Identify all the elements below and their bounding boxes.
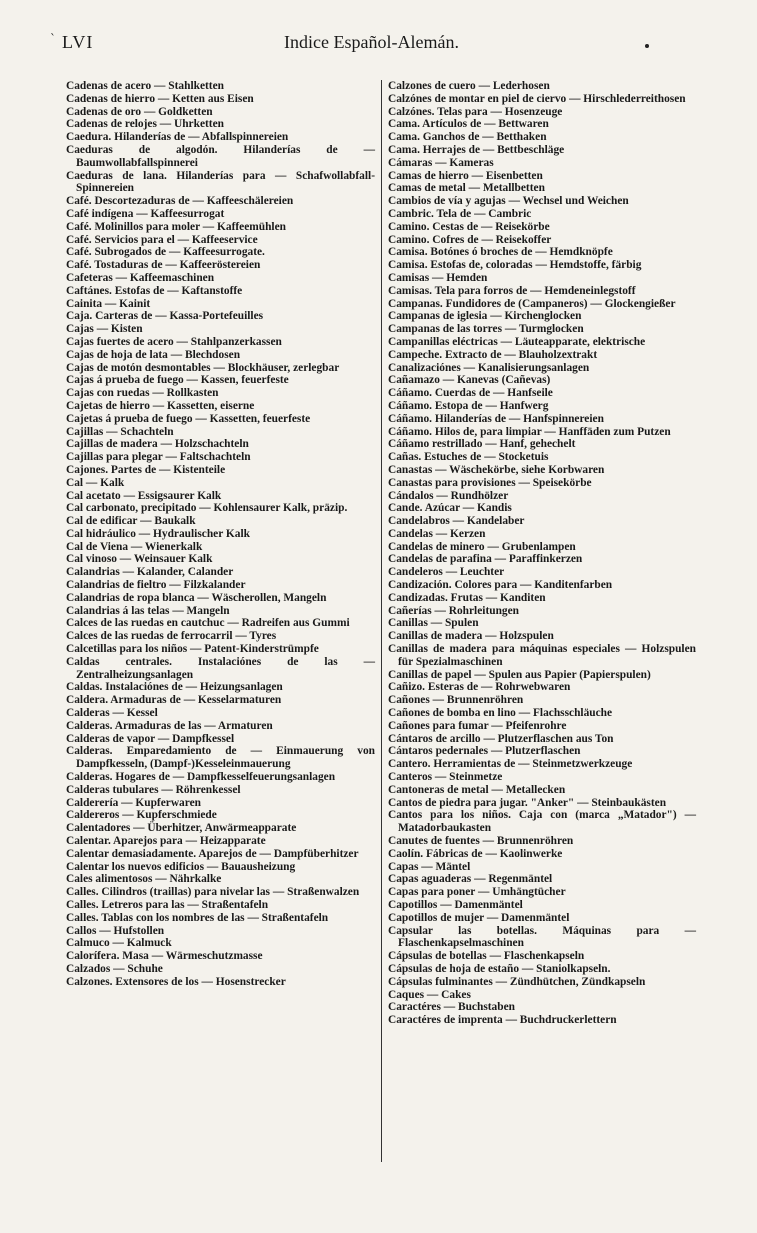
index-entry: Café. Servicios para el — Kaffeeservice [66, 233, 258, 246]
index-entry: Caeduras de algodón. Hilanderías de — Baumwollabfallspinnerei [66, 143, 375, 169]
dot-mark-icon [645, 44, 649, 48]
index-entry: Capas aguaderas — Regenmäntel [388, 873, 553, 886]
index-entry: Cañones — Brunnenröhren [388, 694, 524, 707]
index-entry: Candelas de minero — Grubenlampen [388, 540, 576, 553]
index-entry: Cales alimentosos — Nährkalke [66, 873, 222, 886]
index-entry: Cajas á prueba de fuego — Kassen, feuerfeste [66, 374, 289, 387]
index-entry: Caja. Carteras de — Kassa-Portefeuilles [66, 310, 264, 323]
index-entry: Calentar. Aparejos para — Heizapparate [66, 835, 266, 848]
index-entry: Cápsulas fulminantes — Zündhütchen, Zündkapseln [388, 975, 646, 988]
index-entry: Calderas tubulares — Röhrenkessel [66, 783, 241, 796]
right-column [388, 80, 696, 1027]
index-entry: Calentadores — Überhitzer, Anwärmeapparate [66, 822, 297, 835]
index-entry: Cañas. Estuches de — Stocketuis [388, 451, 549, 464]
index-entry: Callos — Hufstollen [66, 924, 165, 937]
index-entry: Cama. Herrajes de — Bettbeschläge [388, 143, 565, 156]
index-entry: Candelas — Kerzen [388, 527, 486, 540]
index-entry: Calandrias de ropa blanca — Wäscherollen, Mangeln [66, 591, 327, 604]
index-entry: Campanas de las torres — Turmglocken [388, 323, 584, 336]
page-header [0, 32, 757, 56]
index-entry: Cal carbonato, precipitado — Kohlensaurer Kalk, präzip. [66, 502, 348, 515]
index-entry: Caftánes. Estofas de — Kaftanstoffe [66, 284, 243, 297]
index-entry: Cande. Azúcar — Kandis [388, 502, 512, 515]
index-entry: Cajillas de madera — Holzschachteln [66, 438, 249, 451]
index-entry: Cándalos — Rundhölzer [388, 489, 509, 502]
index-entry: Campanas. Fundidores de (Campaneros) — Glockengießer [388, 297, 676, 310]
index-entry: Campanillas eléctricas — Läuteapparate, elektrische [388, 335, 646, 348]
index-entry: Cajetas á prueba de fuego — Kassetten, feuerfeste [66, 412, 311, 425]
page-number: LVI [62, 32, 94, 52]
index-entry: Cadenas de oro — Goldketten [66, 105, 213, 118]
index-entry: Cañizo. Esteras de — Rohrwebwaren [388, 681, 571, 694]
index-entry: Camisas — Hemden [388, 271, 488, 284]
index-entry: Cama. Artículos de — Bettwaren [388, 118, 549, 131]
index-entry: Calorífera. Masa — Wärmeschutzmasse [66, 950, 263, 963]
index-entry: Camino. Cestas de — Reisekörbe [388, 220, 550, 233]
index-entry: Calzados — Schuhe [66, 962, 163, 975]
index-entry: Camisa. Botónes ó broches de — Hemdknöpfe [388, 246, 613, 259]
index-entry: Cafeteras — Kaffeemaschinen [66, 271, 215, 284]
index-entry: Camino. Cofres de — Reisekoffer [388, 233, 552, 246]
index-entry: Canillas de papel — Spulen aus Papier (Papierspulen) [388, 668, 651, 681]
index-entry: Caldereros — Kupferschmiede [66, 809, 217, 822]
index-entry: Canastas para provisiones — Speisekörbe [388, 476, 592, 489]
index-entry: Campanas de iglesia — Kirchenglocken [388, 310, 582, 323]
index-entry: Caractéres — Buchstaben [388, 1001, 515, 1014]
index-entry: Cambric. Tela de — Cambric [388, 207, 532, 220]
index-entry: Calderas — Kessel [66, 707, 158, 720]
index-entry: Calzónes de montar en piel de ciervo — Hirschlederreithosen [388, 92, 686, 105]
index-entry: Café indígena — Kaffeesurrogat [66, 207, 225, 220]
index-entry: Caques — Cakes [388, 988, 471, 1001]
index-entry: Capotillos — Damenmäntel [388, 899, 523, 911]
index-entry: Cápsulas de hoja de estaño — Staniolkapseln. [388, 962, 611, 975]
index-entry: Cajetas de hierro — Kassetten, eiserne [66, 399, 255, 412]
index-entry: Caedura. Hilanderías de — Abfallspinnereien [66, 131, 289, 144]
index-entry: Calmuco — Kalmuck [66, 937, 172, 950]
index-entry: Canastas — Wäschekörbe, siehe Korbwaren [388, 463, 605, 476]
index-entry: Camisa. Estofas de, coloradas — Hemdstoffe, färbig [388, 259, 642, 272]
index-entry: Canalizaciónes — Kanalisierungsanlagen [388, 361, 590, 374]
index-entry: Café. Descortezaduras de — Kaffeeschälereien [66, 195, 294, 208]
index-entry: Cantos de piedra para jugar. "Anker" — Steinbaukästen [388, 796, 667, 809]
index-entry: Cámaras — Kameras [388, 156, 494, 169]
index-entry: Café. Subrogados de — Kaffeesurrogate. [66, 246, 265, 259]
index-entry: Campeche. Extracto de — Blauholzextrakt [388, 348, 598, 361]
index-entry: Candizadas. Frutas — Kanditen [388, 591, 546, 604]
index-entry: Cajas con ruedas — Rollkasten [66, 387, 219, 400]
index-entry: Cal acetato — Essigsaurer Kalk [66, 489, 222, 502]
index-entry: Cajillas — Schachteln [66, 425, 174, 438]
index-entry: Caractéres de imprenta — Buchdruckerlettern [388, 1014, 617, 1027]
index-entry: Calentar demasiadamente. Aparejos de — Dampfüberhitzer [66, 847, 359, 860]
margin-mark-icon: ` [50, 32, 56, 46]
index-entry: Cáñamo. Cuerdas de — Hanfseile [388, 387, 553, 400]
index-entry: Cápsulas de botellas — Flaschenkapseln [388, 950, 585, 963]
index-entry: Capas — Mäntel [388, 860, 471, 873]
left-column [66, 80, 375, 989]
index-entry: Cañones de bomba en lino — Flachsschläuche [388, 707, 613, 720]
index-entry: Cantos para los niños. Caja con (marca „Matador") — Matadorbaukasten [388, 809, 696, 835]
index-entry: Camisas. Tela para forros de — Hemdeneinlegstoff [388, 284, 636, 297]
index-entry: Canillas — Spulen [388, 617, 479, 630]
index-entry: Calces de las ruedas de ferrocarril — Tyres [66, 630, 277, 643]
index-entry: Cajas fuertes de acero — Stahlpanzerkassen [66, 335, 282, 348]
index-entry: Candelas de parafina — Paraffinkerzen [388, 553, 583, 566]
index-entry: Capsular las botellas. Máquinas para — Flaschenkapselmaschinen [388, 924, 696, 950]
index-entry: Cajillas para plegar — Faltschachteln [66, 451, 251, 464]
index-entry: Cáñamo. Estopa de — Hanfwerg [388, 399, 549, 412]
index-entry: Candización. Colores para — Kanditenfarben [388, 579, 613, 592]
index-entry: Capas para poner — Umhängtücher [388, 886, 566, 899]
index-entry: Cadenas de relojes — Uhrketten [66, 118, 224, 131]
index-entry: Cama. Ganchos de — Betthaken [388, 131, 547, 144]
index-entry: Cal vinoso — Weinsauer Kalk [66, 553, 213, 566]
index-entry: Café. Molinillos para moler — Kaffeemühlen [66, 220, 286, 233]
index-entry: Cal de Viena — Wienerkalk [66, 540, 203, 553]
index-entry: Candelabros — Kandelaber [388, 515, 525, 528]
index-entry: Calderas. Emparedamiento de — Einmauerung von Dampfkesseln, (Dampf-)Kesseleinmauerung [66, 745, 375, 771]
index-entry: Calderas de vapor — Dampfkessel [66, 732, 235, 745]
index-entry: Café. Tostaduras de — Kaffeeröstereien [66, 259, 261, 272]
index-entry: Calderería — Kupferwaren [66, 796, 201, 809]
index-entry: Cañamazo — Kanevas (Cañevas) [388, 374, 551, 387]
index-entry: Cáñamo restrillado — Hanf, gehechelt [388, 438, 576, 451]
column-divider [381, 80, 382, 1162]
index-entry: Cajas — Kisten [66, 323, 143, 336]
index-entry: Caeduras de lana. Hilanderías para — Schafwollabfall-Spinnereien [66, 169, 375, 195]
index-entry: Cántaros de arcillo — Plutzerflaschen aus Ton [388, 732, 614, 745]
index-entry: Calentar los nuevos edificios — Bauausheizung [66, 860, 296, 873]
index-entry: Calcetillas para los niños — Patent-Kinderstrümpfe [66, 643, 319, 656]
index-entry: Cáñamo. Hilanderías de — Hanfspinnereien [388, 412, 604, 425]
index-entry: Calzónes. Telas para — Hosenzeuge [388, 105, 563, 118]
index-entry: Calces de las ruedas en cautchuc — Radreifen aus Gummi [66, 617, 350, 630]
index-entry: Candeleros — Leuchter [388, 566, 505, 579]
index-entry: Calzones. Extensores de los — Hosenstrecker [66, 975, 286, 988]
index-entry: Calderas. Hogares de — Dampfkesselfeuerungsanlagen [66, 771, 336, 784]
index-entry: Caolín. Fábricas de — Kaolinwerke [388, 847, 563, 860]
index-entry: Cantero. Herramientas de — Steinmetzwerkzeuge [388, 758, 633, 771]
index-entry: Calles. Letreros para las — Straßentafeln [66, 899, 269, 911]
index-entry: Calandrias á las telas — Mangeln [66, 604, 230, 617]
page-title: Indice Español-Alemán. [284, 32, 459, 52]
index-entry: Cañerías — Rohrleitungen [388, 604, 519, 617]
index-entry: Canutes de fuentes — Brunnenröhren [388, 835, 574, 848]
index-entry: Cal de edificar — Baukalk [66, 515, 196, 528]
index-entry: Canillas de madera para máquinas especiales — Holzspulen für Spezialmaschinen [388, 643, 696, 668]
index-entry: Canillas de madera — Holzspulen [388, 630, 554, 643]
index-entry: Cal hidráulico — Hydraulischer Kalk [66, 527, 250, 540]
index-entry: Cajas de hoja de lata — Blechdosen [66, 348, 241, 361]
index-entry: Caldas. Instalaciónes de — Heizungsanlagen [66, 681, 283, 694]
index-entry: Cañones para fumar — Pfeifenrohre [388, 719, 567, 732]
index-entry: Camas de metal — Metallbetten [388, 182, 545, 195]
index-entry: Calzones de cuero — Lederhosen [388, 80, 550, 92]
index-entry: Cántaros pedernales — Plutzerflaschen [388, 745, 581, 758]
index-entry: Cajones. Partes de — Kistenteile [66, 463, 226, 476]
index-entry: Cal — Kalk [66, 476, 125, 489]
index-entry: Caldas centrales. Instalaciónes de las — Zentralheizungsanlagen [66, 655, 375, 681]
index-entry: Cáñamo. Hilos de, para limpiar — Hanffäden zum Putzen [388, 425, 671, 438]
index-entry: Cainita — Kainit [66, 297, 151, 310]
index-entry: Cadenas de hierro — Ketten aus Eisen [66, 92, 254, 105]
index-entry: Cantoneras de metal — Metallecken [388, 783, 566, 796]
index-entry: Calandrias — Kalander, Calander [66, 566, 234, 579]
index-entry: Cambios de vía y agujas — Wechsel und Weichen [388, 195, 629, 208]
index-entry: Camas de hierro — Eisenbetten [388, 169, 543, 182]
index-entry: Calles. Tablas con los nombres de las — Straßentafeln [66, 911, 329, 924]
index-entry: Cadenas de acero — Stahlketten [66, 80, 224, 92]
index-entry: Caldera. Armaduras de — Kesselarmaturen [66, 694, 282, 707]
index-entry: Capotillos de mujer — Damenmäntel [388, 911, 570, 924]
index-entry: Canteros — Steinmetze [388, 771, 503, 784]
index-entry: Calandrias de fieltro — Filzkalander [66, 579, 246, 592]
index-entry: Cajas de motón desmontables — Blockhäuser, zerlegbar [66, 361, 340, 374]
index-entry: Calderas. Armaduras de las — Armaturen [66, 719, 273, 732]
index-entry: Calles. Cilindros (traillas) para nivelar las — Straßenwalzen [66, 886, 360, 899]
